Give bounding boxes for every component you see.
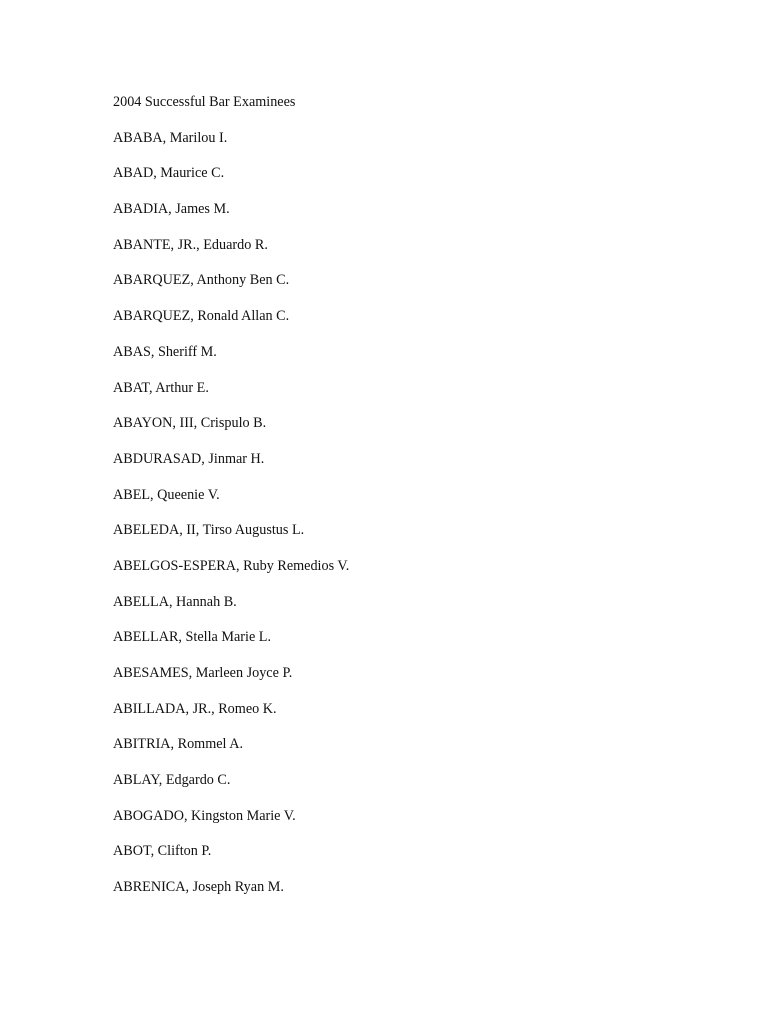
list-item: ABESAMES, Marleen Joyce P. — [113, 665, 293, 681]
list-item: ABAT, Arthur E. — [113, 379, 209, 396]
list-item: ABRENICA, Joseph Ryan M. — [113, 879, 284, 896]
list-item: ABOGADO, Kingston Marie V. — [113, 807, 296, 824]
list-item: ABADIA, James M. — [113, 201, 230, 218]
list-item: ABELLA, Hannah B. — [113, 593, 237, 610]
document-heading: 2004 Successful Bar Examinees — [113, 94, 296, 110]
list-item: ABITRIA, Rommel A. — [113, 736, 244, 753]
list-item: ABLAY, Edgardo C. — [113, 772, 231, 789]
list-item: ABILLADA, JR., Romeo K. — [113, 700, 277, 717]
list-item: ABAS, Sheriff M. — [113, 343, 217, 360]
list-item: ABELEDA, II, Tirso Augustus L. — [113, 522, 305, 539]
list-item: ABABA, Marilou I. — [113, 129, 228, 146]
list-item: ABOT, Clifton P. — [113, 843, 212, 860]
list-item: ABAD, Maurice C. — [113, 165, 225, 182]
examinee-list — [113, 91, 349, 912]
list-item: ABANTE, JR., Eduardo R. — [113, 236, 268, 253]
list-item: ABEL, Queenie V. — [113, 486, 220, 503]
list-item: ABARQUEZ, Ronald Allan C. — [113, 308, 290, 325]
list-item: ABDURASAD, Jinmar H. — [113, 450, 265, 467]
list-item: ABELGOS-ESPERA, Ruby Remedios V. — [113, 557, 350, 574]
list-item: ABAYON, III, Crispulo B. — [113, 415, 267, 432]
list-item: ABELLAR, Stella Marie L. — [113, 629, 272, 646]
list-item: ABARQUEZ, Anthony Ben C. — [113, 272, 290, 289]
